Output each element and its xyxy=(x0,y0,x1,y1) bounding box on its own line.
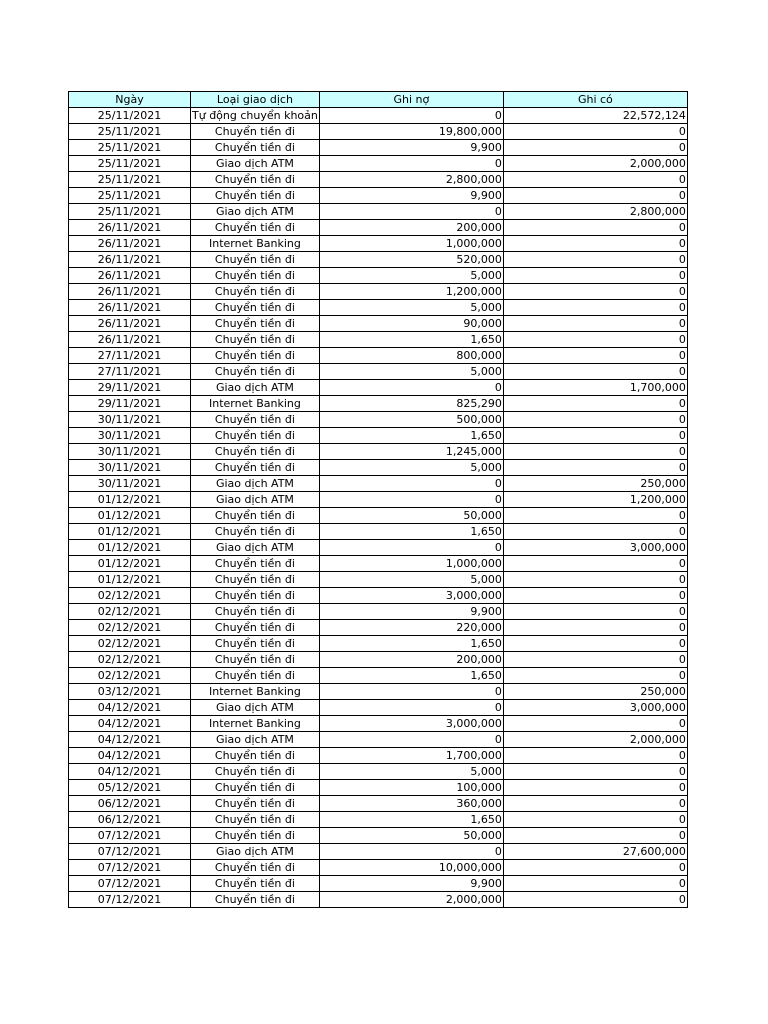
cell-debit: 1,000,000 xyxy=(319,556,503,572)
cell-debit: 200,000 xyxy=(319,652,503,668)
cell-date: 26/11/2021 xyxy=(69,284,191,300)
cell-type: Chuyển tiền đi xyxy=(191,828,320,844)
cell-debit: 1,245,000 xyxy=(319,444,503,460)
cell-date: 30/11/2021 xyxy=(69,444,191,460)
cell-type: Chuyển tiền đi xyxy=(191,860,320,876)
cell-date: 25/11/2021 xyxy=(69,124,191,140)
cell-date: 07/12/2021 xyxy=(69,876,191,892)
cell-credit: 0 xyxy=(503,460,687,476)
cell-date: 30/11/2021 xyxy=(69,428,191,444)
table-row xyxy=(69,764,688,780)
table-row xyxy=(69,860,688,876)
table-row xyxy=(69,220,688,236)
cell-debit: 1,650 xyxy=(319,428,503,444)
cell-debit: 5,000 xyxy=(319,572,503,588)
cell-credit: 250,000 xyxy=(503,684,687,700)
cell-credit: 0 xyxy=(503,796,687,812)
cell-credit: 0 xyxy=(503,588,687,604)
cell-debit: 5,000 xyxy=(319,300,503,316)
cell-credit: 0 xyxy=(503,188,687,204)
table-row xyxy=(69,508,688,524)
cell-credit: 0 xyxy=(503,668,687,684)
table-row xyxy=(69,796,688,812)
cell-type: Giao dịch ATM xyxy=(191,700,320,716)
table-row xyxy=(69,140,688,156)
cell-date: 25/11/2021 xyxy=(69,204,191,220)
cell-type: Internet Banking xyxy=(191,684,320,700)
cell-credit: 1,700,000 xyxy=(503,380,687,396)
cell-credit: 0 xyxy=(503,140,687,156)
table-row xyxy=(69,540,688,556)
cell-type: Chuyển tiền đi xyxy=(191,460,320,476)
header-row xyxy=(69,92,688,108)
cell-type: Chuyển tiền đi xyxy=(191,796,320,812)
table-row xyxy=(69,716,688,732)
cell-date: 26/11/2021 xyxy=(69,300,191,316)
cell-credit: 0 xyxy=(503,620,687,636)
cell-type: Giao dịch ATM xyxy=(191,492,320,508)
cell-type: Chuyển tiền đi xyxy=(191,140,320,156)
cell-type: Chuyển tiền đi xyxy=(191,748,320,764)
cell-type: Chuyển tiền đi xyxy=(191,876,320,892)
cell-credit: 0 xyxy=(503,764,687,780)
cell-date: 02/12/2021 xyxy=(69,604,191,620)
cell-type: Giao dịch ATM xyxy=(191,204,320,220)
cell-type: Chuyển tiền đi xyxy=(191,172,320,188)
cell-credit: 0 xyxy=(503,524,687,540)
cell-credit: 0 xyxy=(503,172,687,188)
cell-debit: 5,000 xyxy=(319,764,503,780)
cell-date: 01/12/2021 xyxy=(69,572,191,588)
cell-type: Chuyển tiền đi xyxy=(191,428,320,444)
table-row xyxy=(69,268,688,284)
table-row xyxy=(69,364,688,380)
cell-credit: 0 xyxy=(503,716,687,732)
header-debit: Ghi nợ xyxy=(319,92,503,108)
cell-date: 02/12/2021 xyxy=(69,652,191,668)
table-row xyxy=(69,636,688,652)
cell-date: 07/12/2021 xyxy=(69,860,191,876)
table-row xyxy=(69,620,688,636)
cell-debit: 0 xyxy=(319,684,503,700)
cell-debit: 0 xyxy=(319,732,503,748)
cell-type: Chuyển tiền đi xyxy=(191,188,320,204)
cell-credit: 0 xyxy=(503,412,687,428)
cell-date: 26/11/2021 xyxy=(69,332,191,348)
cell-type: Tự động chuyển khoản xyxy=(192,109,318,122)
cell-debit: 3,000,000 xyxy=(319,716,503,732)
cell-debit: 500,000 xyxy=(319,412,503,428)
cell-debit: 0 xyxy=(319,700,503,716)
cell-debit: 1,000,000 xyxy=(319,236,503,252)
table-row xyxy=(69,652,688,668)
cell-credit: 0 xyxy=(503,332,687,348)
cell-type: Giao dịch ATM xyxy=(191,732,320,748)
cell-debit: 5,000 xyxy=(319,268,503,284)
cell-debit: 1,700,000 xyxy=(319,748,503,764)
header-type: Loại giao dịch xyxy=(191,92,320,108)
cell-type: Giao dịch ATM xyxy=(191,540,320,556)
cell-type: Chuyển tiền đi xyxy=(191,556,320,572)
cell-type: Chuyển tiền đi xyxy=(191,220,320,236)
cell-type: Chuyển tiền đi xyxy=(191,620,320,636)
table-row xyxy=(69,188,688,204)
header-date: Ngày xyxy=(69,92,191,108)
cell-credit: 27,600,000 xyxy=(503,844,687,860)
cell-type: Chuyển tiền đi xyxy=(191,124,320,140)
header-credit: Ghi có xyxy=(503,92,687,108)
table-row xyxy=(69,252,688,268)
cell-type: Chuyển tiền đi xyxy=(191,780,320,796)
cell-credit: 0 xyxy=(503,876,687,892)
cell-credit: 0 xyxy=(503,812,687,828)
cell-credit: 2,000,000 xyxy=(503,156,687,172)
cell-type: Chuyển tiền đi xyxy=(191,604,320,620)
table-row xyxy=(69,572,688,588)
cell-type: Internet Banking xyxy=(191,396,320,412)
cell-debit: 0 xyxy=(319,476,503,492)
cell-debit: 1,200,000 xyxy=(319,284,503,300)
cell-debit: 0 xyxy=(319,108,503,124)
table-row xyxy=(69,828,688,844)
cell-date: 30/11/2021 xyxy=(69,476,191,492)
table-row xyxy=(69,780,688,796)
cell-date: 06/12/2021 xyxy=(69,796,191,812)
cell-type: Chuyển tiền đi xyxy=(191,524,320,540)
cell-credit: 3,000,000 xyxy=(503,700,687,716)
cell-date: 29/11/2021 xyxy=(69,380,191,396)
table-row xyxy=(69,348,688,364)
cell-credit: 0 xyxy=(503,780,687,796)
cell-type: Internet Banking xyxy=(191,716,320,732)
cell-debit: 3,000,000 xyxy=(319,588,503,604)
cell-credit: 0 xyxy=(503,364,687,380)
cell-type: Giao dịch ATM xyxy=(191,844,320,860)
cell-type: Chuyển tiền đi xyxy=(191,812,320,828)
cell-debit: 1,650 xyxy=(319,812,503,828)
cell-date: 26/11/2021 xyxy=(69,268,191,284)
cell-date: 01/12/2021 xyxy=(69,508,191,524)
table-row xyxy=(69,556,688,572)
table-row xyxy=(69,172,688,188)
cell-date: 30/11/2021 xyxy=(69,460,191,476)
cell-date: 26/11/2021 xyxy=(69,252,191,268)
cell-type: Chuyển tiền đi xyxy=(191,268,320,284)
cell-type: Chuyển tiền đi xyxy=(191,332,320,348)
table-row xyxy=(69,492,688,508)
cell-date: 26/11/2021 xyxy=(69,316,191,332)
cell-credit: 0 xyxy=(503,828,687,844)
cell-date: 05/12/2021 xyxy=(69,780,191,796)
cell-credit: 250,000 xyxy=(503,476,687,492)
cell-date: 07/12/2021 xyxy=(69,892,191,908)
cell-debit: 5,000 xyxy=(319,460,503,476)
cell-type: Chuyển tiền đi xyxy=(191,892,320,908)
cell-date: 25/11/2021 xyxy=(69,172,191,188)
cell-date: 29/11/2021 xyxy=(69,396,191,412)
cell-credit: 0 xyxy=(503,604,687,620)
cell-type: Chuyển tiền đi xyxy=(191,652,320,668)
cell-credit: 0 xyxy=(503,444,687,460)
cell-credit: 0 xyxy=(503,124,687,140)
table-row xyxy=(69,460,688,476)
cell-type: Internet Banking xyxy=(191,236,320,252)
cell-debit: 19,800,000 xyxy=(319,124,503,140)
cell-date: 04/12/2021 xyxy=(69,716,191,732)
table-row xyxy=(69,412,688,428)
cell-credit: 3,000,000 xyxy=(503,540,687,556)
transaction-rows xyxy=(69,108,688,908)
table-row xyxy=(69,444,688,460)
table-row xyxy=(69,380,688,396)
table-row xyxy=(69,476,688,492)
cell-type: Giao dịch ATM xyxy=(191,380,320,396)
cell-credit: 0 xyxy=(503,300,687,316)
cell-type: Chuyển tiền đi xyxy=(191,572,320,588)
table-row xyxy=(69,588,688,604)
cell-credit: 0 xyxy=(503,220,687,236)
cell-date: 02/12/2021 xyxy=(69,636,191,652)
cell-debit: 9,900 xyxy=(319,188,503,204)
table-row xyxy=(69,332,688,348)
cell-credit: 0 xyxy=(503,396,687,412)
table-row xyxy=(69,524,688,540)
cell-date: 25/11/2021 xyxy=(69,188,191,204)
table-row xyxy=(69,812,688,828)
cell-debit: 220,000 xyxy=(319,620,503,636)
cell-credit: 2,000,000 xyxy=(503,732,687,748)
table-row xyxy=(69,748,688,764)
table-row xyxy=(69,284,688,300)
cell-debit: 10,000,000 xyxy=(319,860,503,876)
cell-debit: 0 xyxy=(319,380,503,396)
cell-credit: 0 xyxy=(503,316,687,332)
cell-type: Chuyển tiền đi xyxy=(191,764,320,780)
cell-type: Chuyển tiền đi xyxy=(191,300,320,316)
table-row xyxy=(69,700,688,716)
cell-debit: 2,800,000 xyxy=(319,172,503,188)
cell-type: Giao dịch ATM xyxy=(191,476,320,492)
cell-debit: 0 xyxy=(319,156,503,172)
table-row xyxy=(69,204,688,220)
table-row xyxy=(69,396,688,412)
cell-date: 26/11/2021 xyxy=(69,236,191,252)
cell-date: 06/12/2021 xyxy=(69,812,191,828)
cell-debit: 0 xyxy=(319,540,503,556)
cell-date: 26/11/2021 xyxy=(69,220,191,236)
cell-type: Chuyển tiền đi xyxy=(191,588,320,604)
cell-credit: 0 xyxy=(503,748,687,764)
cell-credit: 0 xyxy=(503,428,687,444)
table-row xyxy=(69,300,688,316)
cell-debit: 1,650 xyxy=(319,668,503,684)
cell-credit: 0 xyxy=(503,252,687,268)
cell-type: Giao dịch ATM xyxy=(191,156,320,172)
cell-type: Chuyển tiền đi xyxy=(191,252,320,268)
cell-credit: 1,200,000 xyxy=(503,492,687,508)
cell-date: 25/11/2021 xyxy=(69,108,191,124)
cell-debit: 50,000 xyxy=(319,508,503,524)
cell-type: Chuyển tiền đi xyxy=(191,348,320,364)
cell-debit: 2,000,000 xyxy=(319,892,503,908)
cell-date: 07/12/2021 xyxy=(69,844,191,860)
cell-date: 04/12/2021 xyxy=(69,732,191,748)
cell-date: 01/12/2021 xyxy=(69,556,191,572)
cell-debit: 825,290 xyxy=(319,396,503,412)
cell-debit: 1,650 xyxy=(319,332,503,348)
table-row xyxy=(69,844,688,860)
table-row xyxy=(69,668,688,684)
cell-credit: 0 xyxy=(503,284,687,300)
cell-debit: 200,000 xyxy=(319,220,503,236)
cell-debit: 5,000 xyxy=(319,364,503,380)
cell-debit: 50,000 xyxy=(319,828,503,844)
cell-type: Chuyển tiền đi xyxy=(191,636,320,652)
cell-credit: 0 xyxy=(503,572,687,588)
cell-debit: 1,650 xyxy=(319,636,503,652)
cell-debit: 9,900 xyxy=(319,604,503,620)
cell-date: 25/11/2021 xyxy=(69,156,191,172)
cell-date: 01/12/2021 xyxy=(69,540,191,556)
cell-type: Chuyển tiền đi xyxy=(191,508,320,524)
table-row xyxy=(69,876,688,892)
cell-credit: 0 xyxy=(503,860,687,876)
cell-date: 01/12/2021 xyxy=(69,524,191,540)
cell-debit: 360,000 xyxy=(319,796,503,812)
cell-debit: 9,900 xyxy=(319,876,503,892)
table-row xyxy=(69,892,688,908)
cell-type: Chuyển tiền đi xyxy=(191,444,320,460)
table-row xyxy=(69,316,688,332)
cell-debit: 90,000 xyxy=(319,316,503,332)
cell-credit: 0 xyxy=(503,556,687,572)
cell-debit: 0 xyxy=(319,204,503,220)
table-row xyxy=(69,156,688,172)
cell-date: 01/12/2021 xyxy=(69,492,191,508)
cell-credit: 0 xyxy=(503,348,687,364)
cell-credit: 0 xyxy=(503,892,687,908)
table-row xyxy=(69,124,688,140)
table-row xyxy=(69,684,688,700)
cell-date: 25/11/2021 xyxy=(69,140,191,156)
cell-debit: 9,900 xyxy=(319,140,503,156)
cell-type: Chuyển tiền đi xyxy=(191,668,320,684)
cell-type: Chuyển tiền đi xyxy=(191,284,320,300)
cell-credit: 0 xyxy=(503,652,687,668)
cell-date: 30/11/2021 xyxy=(69,412,191,428)
cell-credit: 2,800,000 xyxy=(503,204,687,220)
cell-type: Chuyển tiền đi xyxy=(191,412,320,428)
table-row xyxy=(69,604,688,620)
cell-credit: 0 xyxy=(503,508,687,524)
cell-debit: 0 xyxy=(319,492,503,508)
cell-date: 04/12/2021 xyxy=(69,748,191,764)
cell-debit: 800,000 xyxy=(319,348,503,364)
cell-date: 27/11/2021 xyxy=(69,364,191,380)
cell-debit: 100,000 xyxy=(319,780,503,796)
cell-debit: 1,650 xyxy=(319,524,503,540)
cell-type: Chuyển tiền đi xyxy=(191,316,320,332)
cell-credit: 0 xyxy=(503,236,687,252)
cell-credit: 0 xyxy=(503,268,687,284)
cell-date: 02/12/2021 xyxy=(69,620,191,636)
cell-credit: 22,572,124 xyxy=(503,108,687,124)
cell-date: 04/12/2021 xyxy=(69,764,191,780)
transaction-table xyxy=(68,91,688,908)
cell-debit: 520,000 xyxy=(319,252,503,268)
table-row xyxy=(69,236,688,252)
cell-date: 02/12/2021 xyxy=(69,668,191,684)
cell-date: 03/12/2021 xyxy=(69,684,191,700)
cell-date: 04/12/2021 xyxy=(69,700,191,716)
cell-debit: 0 xyxy=(319,844,503,860)
table-row xyxy=(69,732,688,748)
table-row xyxy=(69,428,688,444)
cell-credit: 0 xyxy=(503,636,687,652)
table-row xyxy=(69,108,688,124)
cell-date: 02/12/2021 xyxy=(69,588,191,604)
cell-date: 07/12/2021 xyxy=(69,828,191,844)
cell-date: 27/11/2021 xyxy=(69,348,191,364)
cell-type: Chuyển tiền đi xyxy=(191,364,320,380)
